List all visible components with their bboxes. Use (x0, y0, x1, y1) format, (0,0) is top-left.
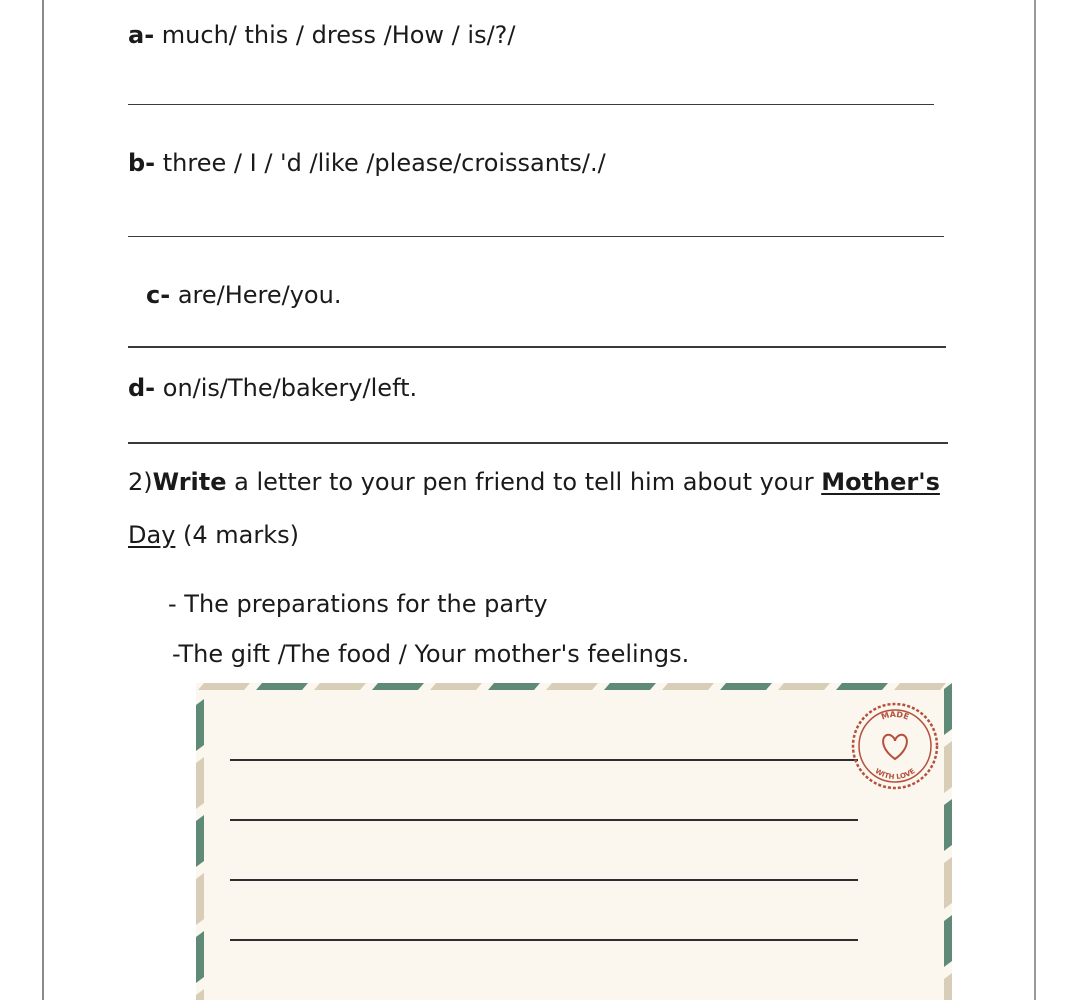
heart-icon (883, 735, 907, 759)
writing-line-2[interactable] (230, 819, 858, 821)
writing-line-1[interactable] (230, 759, 858, 761)
envelope-left-stripe (196, 873, 204, 925)
page-border-left (42, 0, 44, 1000)
answer-line-c[interactable] (128, 346, 946, 348)
question-c (146, 280, 341, 310)
envelope-right-stripe (944, 915, 952, 967)
question-b (128, 148, 606, 178)
envelope-right-stripe (944, 799, 952, 851)
envelope-right-stripe (944, 973, 952, 1000)
envelope-left-stripe (196, 757, 204, 809)
envelope-top-stripe (430, 683, 482, 690)
writing-line-4[interactable] (230, 939, 858, 941)
task-number: 2) (128, 468, 153, 496)
question-b-prefix: b- (128, 149, 156, 177)
envelope-left-stripe (196, 989, 204, 1000)
envelope-top-stripe (836, 683, 888, 690)
answer-line-d[interactable] (128, 442, 948, 444)
question-c-text: are/Here/you. (170, 281, 342, 309)
stamp-inner-ring (859, 710, 931, 782)
writing-task-line2 (128, 520, 299, 550)
made-with-love-stamp (848, 699, 942, 793)
envelope-top-stripe (372, 683, 424, 690)
envelope-top-stripe (778, 683, 830, 690)
task-topic-part2: Day (128, 521, 176, 549)
answer-line-a[interactable] (128, 104, 934, 105)
task-marks: (4 marks) (175, 521, 299, 549)
question-a (128, 20, 515, 50)
question-d-prefix: d- (128, 374, 156, 402)
letter-envelope (196, 683, 952, 1000)
bullet-gift-food-feelings: -The gift /The food / Your mother's feelings. (172, 640, 690, 668)
envelope-right-stripe (944, 857, 952, 909)
envelope-border-stripes (196, 683, 952, 1000)
envelope-top-stripe (894, 683, 946, 690)
question-c-prefix: c- (146, 281, 171, 309)
envelope-top-stripe (720, 683, 772, 690)
envelope-right-stripe (944, 741, 952, 793)
answer-line-b[interactable] (128, 236, 944, 237)
question-d-text: on/is/The/bakery/left. (155, 374, 418, 402)
envelope-top-stripe (314, 683, 366, 690)
question-d (128, 373, 417, 403)
envelope-left-stripe (196, 815, 204, 867)
writing-line-3[interactable] (230, 879, 858, 881)
stamp-top-text: MADE (880, 709, 911, 722)
envelope-top-stripe (256, 683, 308, 690)
writing-task-line1 (128, 467, 940, 497)
question-b-text: three / I / 'd /like /please/croissants/./ (155, 149, 606, 177)
envelope-left-stripe (196, 699, 204, 751)
envelope-right-stripe (944, 683, 952, 735)
envelope-top-stripe (546, 683, 598, 690)
stamp-bottom-text: WITH LOVE (873, 767, 917, 782)
page-border-right (1034, 0, 1036, 1000)
envelope-left-stripe (196, 931, 204, 983)
question-a-prefix: a- (128, 21, 155, 49)
task-topic-part1: Mother's (821, 468, 940, 496)
envelope-top-stripe (662, 683, 714, 690)
bullet-preparations: - The preparations for the party (168, 590, 548, 618)
task-verb: Write (152, 468, 227, 496)
envelope-top-stripe (488, 683, 540, 690)
envelope-top-stripe (604, 683, 656, 690)
question-a-text: much/ this / dress /How / is/?/ (154, 21, 516, 49)
envelope-top-stripe (198, 683, 250, 690)
task-instruction: a letter to your pen friend to tell him about your (226, 468, 822, 496)
